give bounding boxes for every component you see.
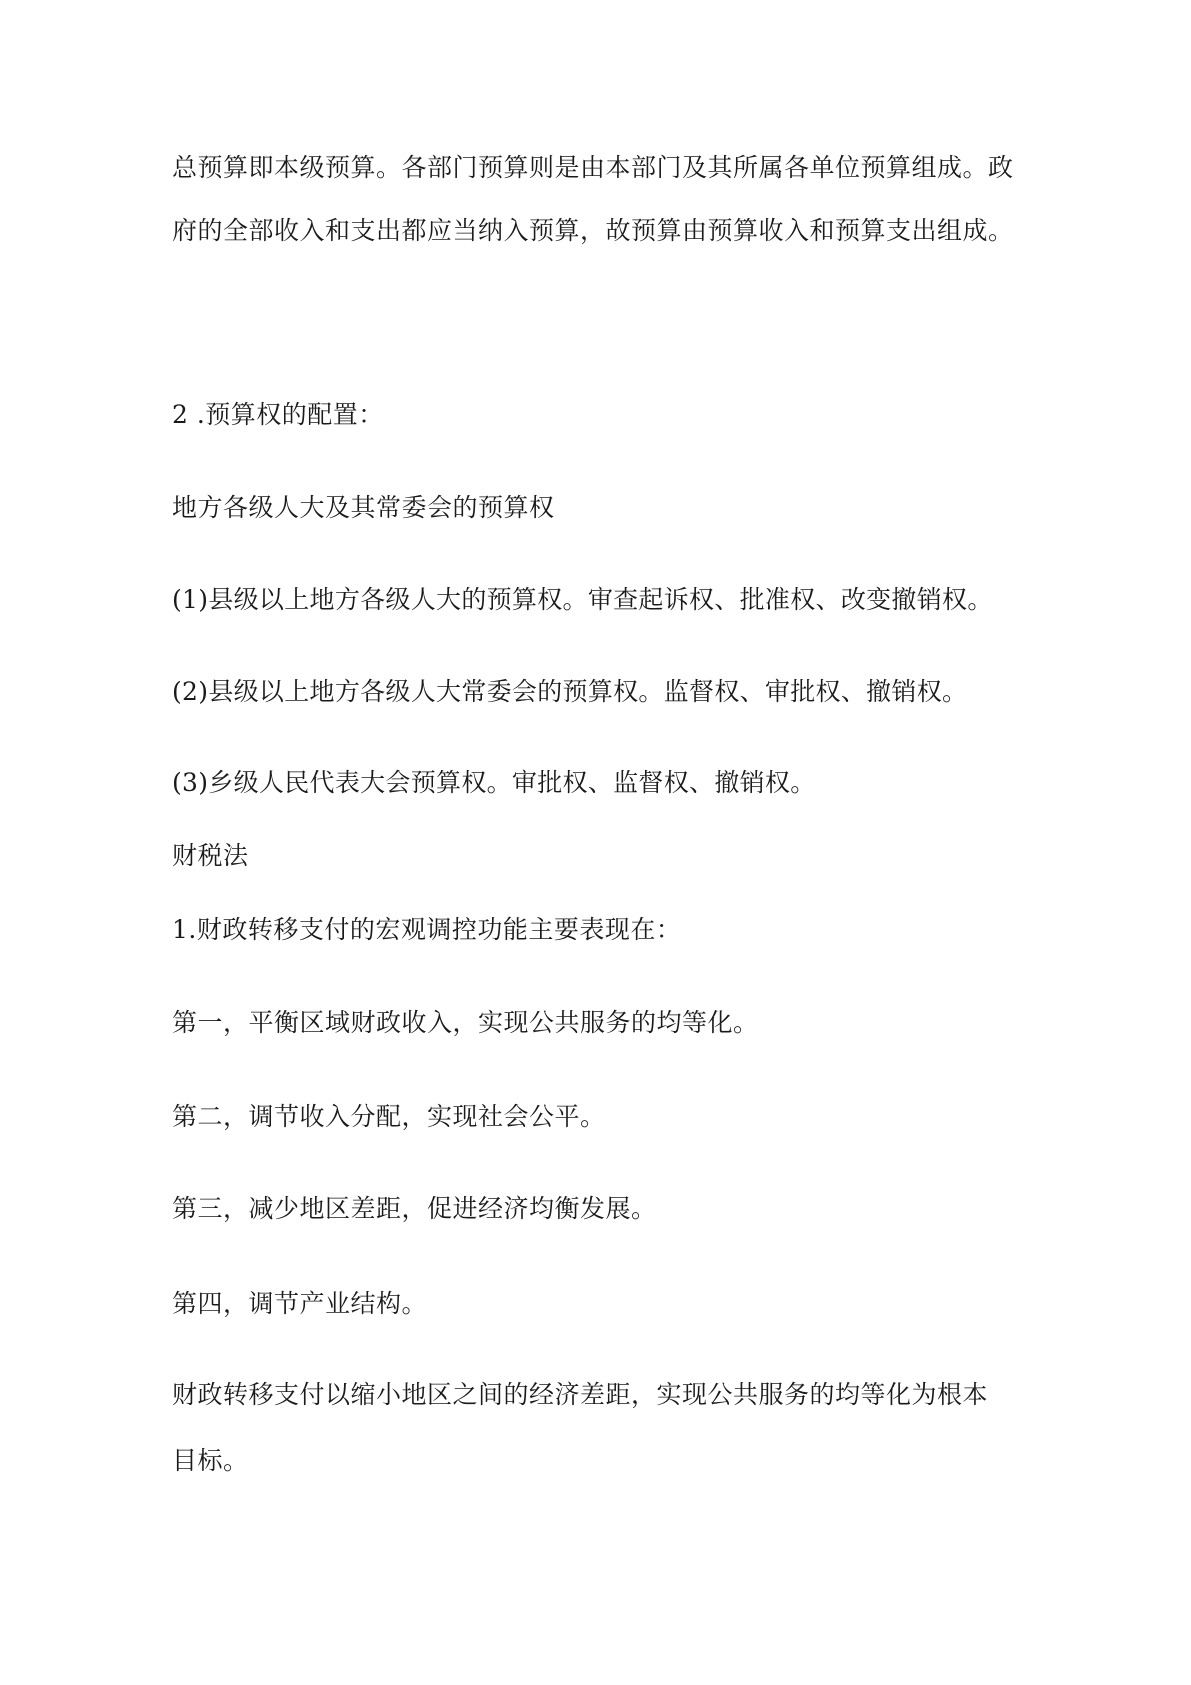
list-item: 第一，平衡区域财政收入，实现公共服务的均等化。 [172, 1008, 759, 1037]
subheading: 地方各级人大及其常委会的预算权 [172, 493, 555, 522]
paragraph-line: 府的全部收入和支出都应当纳入预算，故预算由预算收入和预算支出组成。 [172, 216, 1014, 245]
list-item: (3)乡级人民代表大会预算权。审批权、监督权、撤销权。 [172, 768, 816, 797]
list-item: (2)县级以上地方各级人大常委会的预算权。监督权、审批权、撤销权。 [172, 677, 968, 706]
paragraph-line: 总预算即本级预算。各部门预算则是由本部门及其所属各单位预算组成。政 [172, 153, 1014, 182]
section-heading: 2 .预算权的配置： [172, 400, 384, 429]
paragraph-line: 目标。 [172, 1446, 249, 1475]
list-item: 第二，调节收入分配，实现社会公平。 [172, 1102, 606, 1131]
section-title: 财税法 [172, 841, 249, 870]
list-item: 第四，调节产业结构。 [172, 1289, 428, 1318]
list-item: 第三，减少地区差距，促进经济均衡发展。 [172, 1194, 657, 1223]
section-heading: 1.财政转移支付的宏观调控功能主要表现在： [172, 915, 682, 944]
paragraph-line: 财政转移支付以缩小地区之间的经济差距，实现公共服务的均等化为根本 [172, 1380, 989, 1409]
list-item: (1)县级以上地方各级人大的预算权。审查起诉权、批准权、改变撤销权。 [172, 585, 993, 614]
